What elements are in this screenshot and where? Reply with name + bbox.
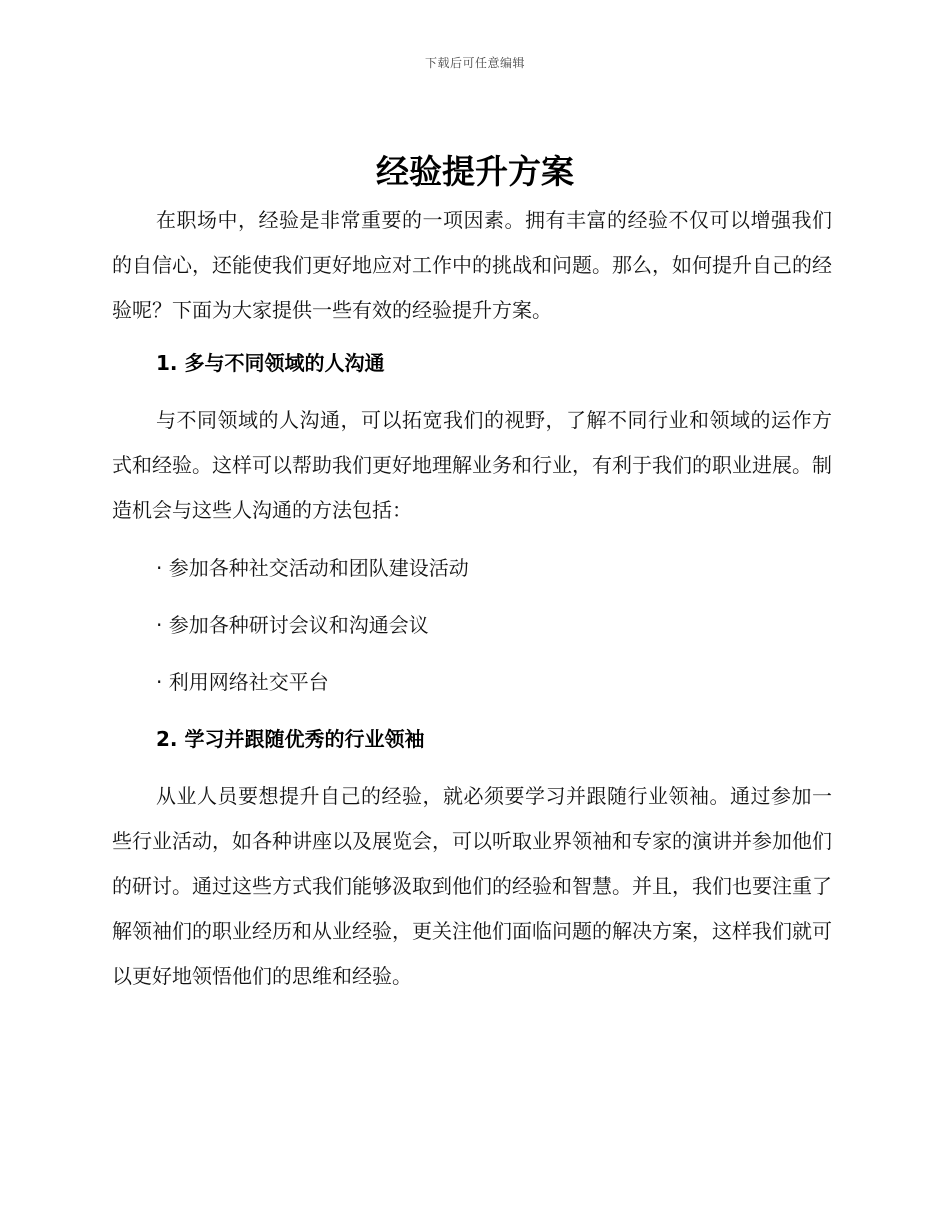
list-item: · 参加各种研讨会议和沟通会议 <box>156 613 429 637</box>
header-note: 下载后可任意编辑 <box>424 56 525 70</box>
section-heading: 2. 学习并跟随优秀的行业领袖 <box>156 727 425 751</box>
document-title: 经验提升方案 <box>376 152 574 191</box>
intro-paragraph: 在职场中，经验是非常重要的一项因素。拥有丰富的经验不仅可以增强我们的自信心，还能使我们更好地应对工作中的挑战和问题。那么，如何提升自己的经验呢？下面为大家提供一些有效的经验提升方案。 <box>112 208 832 322</box>
list-item: · 利用网络社交平台 <box>156 670 329 694</box>
section-paragraph: 与不同领域的人沟通，可以拓宽我们的视野，了解不同行业和领域的运作方式和经验。这样可以帮助我们更好地理解业务和行业，有利于我们的职业进展。制造机会与这些人沟通的方法包括： <box>112 408 832 522</box>
section-heading: 1. 多与不同领域的人沟通 <box>156 351 385 375</box>
bullet-list <box>112 553 832 697</box>
document-body <box>112 198 832 999</box>
section-2 <box>112 724 832 999</box>
section-1 <box>112 348 832 697</box>
section-paragraph: 从业人员要想提升自己的经验，就必须要学习并跟随行业领袖。通过参加一些行业活动，如各种讲座以及展览会，可以听取业界领袖和专家的演讲并参加他们的研讨。通过这些方式我们能够汲取到他们的经验和智慧。并且，我们也要注重了解领袖们的职业经历和从业经验，更关注他们面临问题的解决方案，这样我们就可以更好地领悟他们的思维和经验。 <box>112 784 832 988</box>
list-item: · 参加各种社交活动和团队建设活动 <box>156 556 469 580</box>
